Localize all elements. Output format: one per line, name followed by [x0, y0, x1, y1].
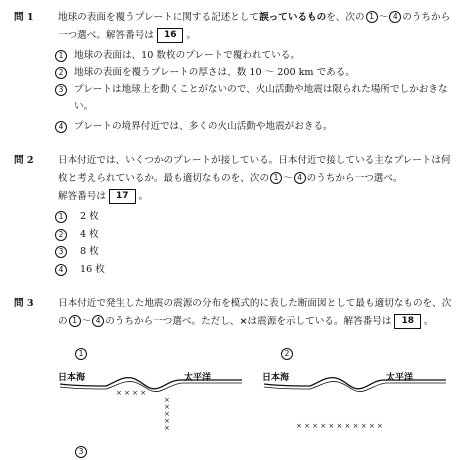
q2-option-2[interactable] [58, 226, 452, 244]
q1-option-2-text: 地球の表面を覆うプレートの厚さは、数 10 ～ 200 km である。 [74, 67, 355, 78]
diagram-1-number: 1 [75, 348, 87, 360]
question-2-options [58, 208, 452, 278]
q1-option-1[interactable] [58, 47, 452, 64]
q2-option-3-number: 3 [55, 246, 67, 258]
q3-answer-box[interactable]: 18 [394, 314, 421, 329]
q1-range-end: 4 [389, 11, 401, 23]
q1-option-4-text: プレートの境界付近では、多くの火山活動や地震がおきる。 [74, 121, 333, 132]
diagram-1-hypocenter-col-1: × [164, 396, 170, 404]
diagram-1-crust-profile [56, 348, 246, 430]
question-3-stem [58, 295, 452, 331]
diagram-2-number: 2 [281, 348, 293, 360]
diagram-1-hypocenter-col-3: × [164, 410, 170, 418]
question-1-options [58, 47, 452, 135]
q2-option-1-number: 1 [55, 211, 67, 223]
q2-option-4[interactable] [58, 261, 452, 279]
q2-option-1-text: 2 枚 [80, 211, 99, 222]
q1-stem-part2: を、次の [326, 12, 365, 23]
cross-section-diagram-2[interactable] [260, 348, 450, 430]
q2-answer-box[interactable]: 17 [109, 189, 136, 204]
q2-option-1[interactable] [58, 208, 452, 226]
q1-option-3-number: 3 [55, 84, 67, 96]
q1-option-1-text: 地球の表面は、10 数枚のプレートで覆われている。 [74, 50, 300, 61]
q1-option-2-number: 2 [55, 67, 67, 79]
diagram-1-hypocenter-row: × × × × [116, 389, 147, 397]
q2-option-3-text: 8 枚 [80, 246, 99, 258]
q3-stem-part1: 日本付近で発生した地震の震源の分布を模式的に表した断面図として最も適切なものを、次の [58, 298, 452, 327]
question-2-stem [58, 152, 452, 206]
q3-range-end: 4 [92, 315, 104, 327]
q1-option-3[interactable] [58, 81, 452, 115]
q1-option-3-text: プレートは地球上を動くことがないので、火山活動や地震は限られた場所でしかおきない。 [74, 84, 448, 112]
diagram-1-hypocenter-col-2: × [164, 403, 170, 411]
q1-option-4[interactable] [58, 118, 452, 135]
q2-stem-part2: のうちから一つ選べ。 [306, 173, 403, 184]
q3-stem-part2: のうちから一つ選べ。ただし、 [105, 316, 240, 327]
question-1 [14, 9, 452, 135]
q2-option-3[interactable] [58, 243, 452, 261]
q3-marker-symbol: × [239, 316, 248, 327]
q1-answer-box[interactable]: 16 [157, 28, 184, 43]
q1-option-1-number: 1 [55, 50, 67, 62]
cross-section-diagram-1[interactable] [56, 348, 246, 430]
question-1-stem [58, 9, 452, 45]
q2-range-end: 4 [294, 172, 306, 184]
question-3 [14, 295, 452, 331]
q1-stem-emphasis: 誤っているもの [259, 12, 327, 23]
q2-option-4-number: 4 [55, 264, 67, 276]
q2-stem-end: 。 [138, 191, 149, 202]
diagram-1-hypocenter-col-4: × [164, 417, 170, 425]
diagram-1-sea-of-japan-label: 日本海 [58, 373, 86, 383]
q2-option-2-text: 4 枚 [80, 228, 99, 240]
question-2 [14, 152, 452, 278]
diagram-2-pacific-label: 太平洋 [386, 373, 414, 383]
q1-stem-part1: 地球の表面を覆うプレートに関する記述として [58, 12, 260, 23]
q1-stem-end: 。 [186, 30, 197, 41]
q2-option-4-text: 16 枚 [80, 263, 105, 275]
q1-range-sep: ～ [378, 12, 389, 23]
q1-range-start: 1 [366, 11, 378, 23]
question-1-label: 問 1 [14, 12, 34, 23]
q1-stem-part3: のうちから一つ選べ。解答番号は [58, 12, 451, 41]
diagram-1-hypocenter-col-5: × [164, 424, 170, 430]
q3-stem-end: 。 [423, 316, 434, 327]
diagram-2-sea-of-japan-label: 日本海 [262, 373, 290, 383]
q2-stem-part1: 日本付近では、いくつかのプレートが接している。日本付近で接している主なプレートは何枚と考えられているか。最も適切なものを、次の [58, 155, 451, 184]
q2-option-2-number: 2 [55, 229, 67, 241]
cross-section-diagram-3[interactable] [56, 446, 246, 460]
q3-range-sep: ～ [81, 316, 92, 327]
diagram-3-number: 3 [75, 446, 87, 458]
diagram-2-crust-profile [260, 348, 450, 430]
q2-range-sep: ～ [283, 173, 293, 184]
q2-range-start: 1 [270, 172, 282, 184]
q1-option-4-number: 4 [55, 121, 67, 133]
diagram-2-surface-line-lower [264, 382, 446, 392]
q2-answer-prefix: 解答番号は [58, 191, 106, 202]
diagram-2-hypocenter-row: × × × × × × × × × × × [296, 422, 383, 430]
q3-range-start: 1 [69, 315, 81, 327]
diagram-1-pacific-label: 太平洋 [184, 373, 212, 383]
question-2-label: 問 2 [14, 155, 34, 166]
q3-stem-part3: は震源を示している。解答番号は [247, 316, 392, 327]
diagram-1-surface-line-lower [60, 382, 242, 392]
question-3-label: 問 3 [14, 298, 34, 309]
q1-option-2[interactable] [58, 64, 452, 81]
